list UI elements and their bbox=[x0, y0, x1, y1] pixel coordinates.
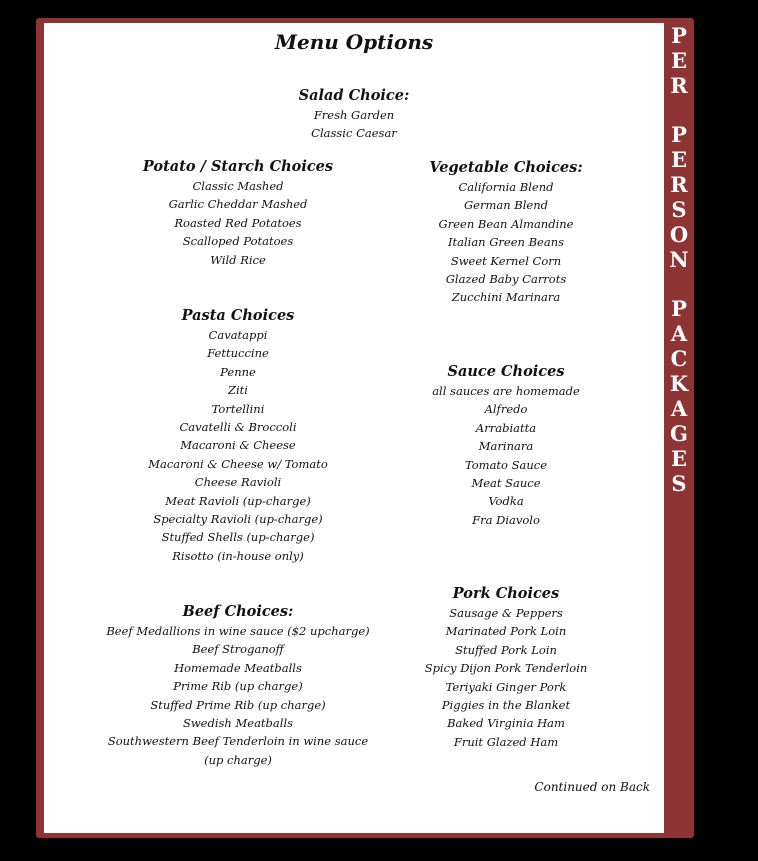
banner-word-packages bbox=[664, 296, 694, 496]
continued-note: Continued on Back bbox=[534, 780, 650, 794]
pork-list bbox=[396, 604, 616, 751]
banner-letter: S bbox=[671, 197, 687, 222]
beef-heading: Beef Choices: bbox=[182, 603, 294, 620]
pasta-item: Macaroni & Cheese bbox=[180, 438, 296, 453]
vegetable-item: California Blend bbox=[458, 180, 554, 194]
beef-item: Prime Rib (up charge) bbox=[173, 679, 303, 694]
potato-item: Scalloped Potatoes bbox=[182, 234, 294, 249]
pasta-item: Cavatappi bbox=[208, 328, 268, 342]
beef-item: Swedish Meatballs bbox=[182, 716, 294, 731]
banner-letter: R bbox=[670, 172, 688, 197]
pork-item: Sausage & Peppers bbox=[449, 606, 563, 620]
potato-item: Roasted Red Potatoes bbox=[174, 215, 302, 230]
pork-item: Stuffed Pork Loin bbox=[455, 642, 557, 657]
sauce-item: Arrabiatta bbox=[475, 420, 537, 435]
sauce-list bbox=[396, 382, 616, 529]
pork-item: Baked Virginia Ham bbox=[447, 716, 565, 731]
pasta-item: Meat Ravioli (up-charge) bbox=[165, 493, 311, 508]
vegetable-item: Glazed Baby Carrots bbox=[445, 272, 567, 287]
sauce-item: all sauces are homemade bbox=[432, 384, 580, 398]
potato-heading: Potato / Starch Choices bbox=[142, 158, 334, 175]
beef-item: (up charge) bbox=[204, 752, 272, 767]
pork-item: Teriyaki Ginger Pork bbox=[445, 679, 567, 694]
banner-letter: S bbox=[671, 471, 687, 496]
potato-item: Classic Mashed bbox=[192, 179, 284, 193]
vegetable-item: Sweet Kernel Corn bbox=[450, 253, 562, 268]
sauce-section bbox=[396, 362, 616, 529]
sauce-item: Meat Sauce bbox=[471, 476, 541, 491]
pasta-item: Cavatelli & Broccoli bbox=[179, 420, 297, 435]
pasta-item: Fettuccine bbox=[207, 346, 269, 361]
salad-section bbox=[254, 86, 454, 143]
banner-letter: A bbox=[670, 321, 688, 346]
pasta-item: Risotto (in-house only) bbox=[172, 548, 304, 563]
pasta-item: Cheese Ravioli bbox=[194, 475, 282, 490]
beef-list bbox=[98, 622, 378, 769]
banner-letter: G bbox=[670, 421, 688, 446]
banner-letter: E bbox=[670, 147, 687, 172]
vegetable-item: Italian Green Beans bbox=[447, 235, 565, 250]
banner-letter: E bbox=[670, 48, 687, 73]
beef-section bbox=[98, 602, 378, 769]
beef-item: Southwestern Beef Tenderloin in wine sauce bbox=[107, 734, 369, 749]
pasta-section bbox=[118, 306, 358, 565]
potato-item: Wild Rice bbox=[210, 252, 266, 267]
banner-letter: C bbox=[670, 346, 688, 371]
side-banner bbox=[664, 23, 694, 833]
pork-item: Marinated Pork Loin bbox=[445, 624, 567, 639]
sauce-heading: Sauce Choices bbox=[447, 363, 565, 380]
sauce-item: Vodka bbox=[488, 494, 524, 509]
potato-list bbox=[118, 177, 358, 269]
banner-word-per bbox=[664, 23, 694, 98]
banner-letter: P bbox=[671, 122, 687, 147]
banner-letter: K bbox=[669, 371, 689, 396]
beef-item: Homemade Meatballs bbox=[174, 660, 302, 675]
pasta-item: Stuffed Shells (up-charge) bbox=[161, 530, 315, 545]
pasta-item: Specialty Ravioli (up-charge) bbox=[153, 512, 323, 527]
pasta-item: Tortellini bbox=[211, 401, 265, 416]
salad-item: Classic Caesar bbox=[311, 126, 397, 141]
pork-heading: Pork Choices bbox=[452, 585, 560, 602]
pork-item: Spicy Dijon Pork Tenderloin bbox=[424, 661, 588, 676]
vegetable-item: German Blend bbox=[463, 198, 548, 213]
beef-item: Stuffed Prime Rib (up charge) bbox=[150, 697, 326, 712]
pasta-item: Ziti bbox=[228, 383, 248, 398]
banner-letter: E bbox=[670, 446, 687, 471]
vegetable-heading: Vegetable Choices: bbox=[429, 159, 583, 176]
pasta-heading: Pasta Choices bbox=[181, 307, 295, 324]
pasta-item: Macaroni & Cheese w/ Tomato bbox=[148, 456, 328, 471]
salad-list bbox=[254, 106, 454, 143]
pasta-list bbox=[118, 326, 358, 565]
banner-letter: P bbox=[671, 23, 687, 48]
sauce-item: Fra Diavolo bbox=[472, 512, 540, 527]
vegetable-list bbox=[396, 178, 616, 307]
page-title: Menu Options bbox=[274, 30, 434, 54]
pork-item: Piggies in the Blanket bbox=[441, 698, 571, 713]
sauce-item: Alfredo bbox=[484, 402, 528, 417]
banner-letter: A bbox=[670, 396, 688, 421]
banner-letter: P bbox=[671, 296, 687, 321]
sauce-item: Tomato Sauce bbox=[464, 457, 548, 472]
vegetable-item: Zucchini Marinara bbox=[451, 290, 561, 305]
sauce-item: Marinara bbox=[478, 439, 534, 454]
banner-letter: R bbox=[670, 73, 688, 98]
pork-section bbox=[396, 584, 616, 751]
beef-item: Beef Medallions in wine sauce ($2 upcharge) bbox=[106, 624, 370, 638]
vegetable-item: Green Bean Almandine bbox=[438, 216, 574, 231]
pasta-item: Penne bbox=[220, 364, 256, 379]
banner-letter: O bbox=[669, 222, 689, 247]
salad-item: Fresh Garden bbox=[313, 108, 395, 122]
potato-item: Garlic Cheddar Mashed bbox=[168, 197, 308, 212]
vegetable-section bbox=[396, 158, 616, 307]
pork-item: Fruit Glazed Ham bbox=[453, 734, 559, 749]
banner-word-person bbox=[664, 122, 694, 272]
salad-heading: Salad Choice: bbox=[298, 87, 410, 104]
beef-item: Beef Stroganoff bbox=[192, 642, 284, 657]
potato-section bbox=[118, 157, 358, 269]
banner-letter: N bbox=[669, 247, 689, 272]
